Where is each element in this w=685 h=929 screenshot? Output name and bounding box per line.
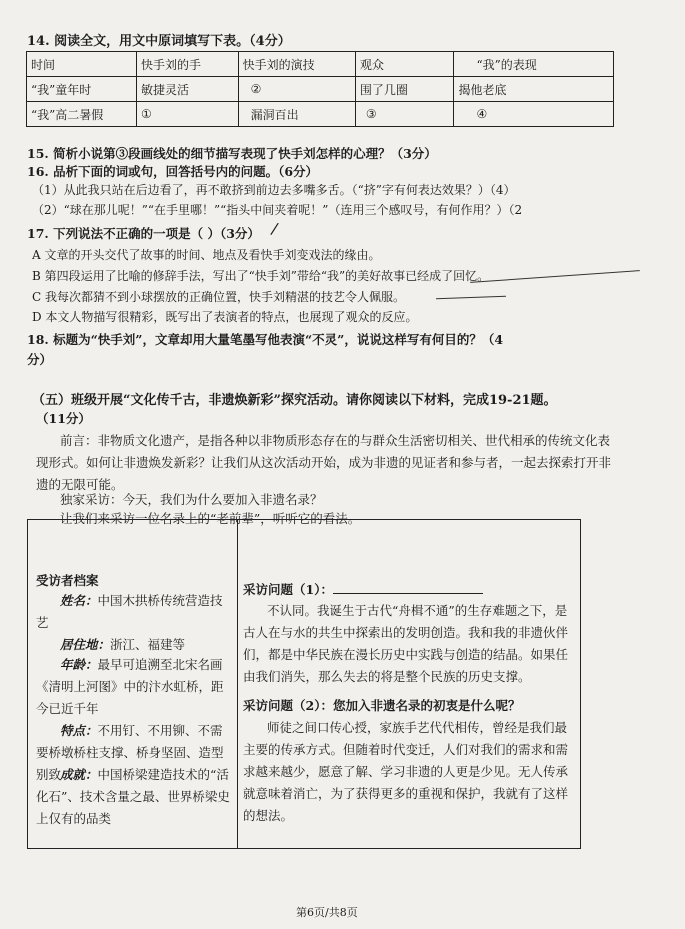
profile-residence xyxy=(36,634,234,656)
profile-age xyxy=(36,654,234,720)
table-header-cell: 观众 xyxy=(355,52,454,77)
q17-option-d: D 本文人物描写很精彩，既写出了表演者的特点，也展现了观众的反应。 xyxy=(32,310,418,324)
preface-paragraph: 前言：非物质文化遗产，是指各种以非物质形态存在的与群众生活密切相关、世代相承的传统文化表现形式。如何让非遗焕发新彩？让我们从这次活动开始，成为非遗的见证者和参与者，一起去探索打开非遗的无限可能。 xyxy=(36,433,612,492)
achievement-label: 成就： xyxy=(60,767,98,782)
table-cell: ③ xyxy=(355,102,454,127)
feature-label: 特点： xyxy=(60,723,98,738)
table-row xyxy=(27,77,614,102)
box-divider xyxy=(237,519,238,849)
table-header-cell: “我”的表现 xyxy=(454,52,614,77)
table-row xyxy=(27,102,614,127)
profile-achievement xyxy=(36,764,234,830)
section5-score: （11分） xyxy=(36,411,91,426)
name-label: 姓名： xyxy=(60,593,98,608)
table-header-cell: 快手刘的演技 xyxy=(238,52,355,77)
q17-option-a: A 文章的开头交代了故事的时间、地点及看快手刘变戏法的缘由。 xyxy=(32,248,381,262)
feature-value: 不用钉、不用铆、不需要桥墩桥柱支撑、桥身坚固、造型别致 xyxy=(36,723,224,782)
interview-question-2: 采访问题（2）：您加入非遗名录的初衷是什么呢？ xyxy=(243,698,521,713)
q14-title: 14. 阅读全文，用文中原词填写下表。（4分） xyxy=(27,34,291,49)
question-1-label: 采访问题（1）： xyxy=(243,582,333,597)
q14-table xyxy=(26,51,614,127)
table-cell: “我”高二暑假 xyxy=(27,102,137,127)
answer-blank xyxy=(333,583,483,594)
residence-label: 居住地： xyxy=(60,637,111,652)
interview-intro: 让我们来采访一位名录上的“老前辈”，听听它的看法。 xyxy=(60,511,361,526)
age-label: 年龄： xyxy=(60,657,98,672)
section5-title: （五）班级开展“文化传千古，非遗焕新彩”探究活动。请你阅读以下材料，完成19-21题。 xyxy=(32,393,557,408)
q16-item1: （1）从此我只站在后边看了，再不敢挤到前边去多嘴多舌。（“挤”字有何表达效果？）（4） xyxy=(32,183,516,197)
table-cell: 敏捷灵活 xyxy=(137,77,239,102)
q16-item2: （2）“球在那儿呢！”“在手里哪！”“指头中间夹着呢！”（连用三个感叹号，有何作用？）（2 xyxy=(32,203,523,217)
table-cell: 漏洞百出 xyxy=(238,102,355,127)
table-cell: ④ xyxy=(454,102,614,127)
q17-option-c: C 我每次都猜不到小球摆放的正确位置，快手刘精湛的技艺令人佩服。 xyxy=(32,290,405,304)
answer-2: 师徒之间口传心授，家族手艺代代相传，曾经是我们最主要的传承方式。但随着时代变迁，人们对我们的需求和需求越来越少，愿意了解、学习非遗的人更是少见。无人传承就意味着消亡，为了获得更多的重视和保护，我就有了这样的想法。 xyxy=(243,720,569,823)
achievement-value: 中国桥梁建造技术的“活化石”、技术含量之最、世界桥梁史上仅有的品类 xyxy=(36,767,230,826)
q17-title: 17. 下列说法不正确的一项是（ ）（3分） xyxy=(27,226,260,241)
table-header-cell: 时间 xyxy=(27,52,137,77)
q15-text: 15. 简析小说第③段画线处的细节描写表现了快手刘怎样的心理？（3分） xyxy=(27,146,437,161)
table-header-row xyxy=(27,52,614,77)
residence-value: 浙江、福建等 xyxy=(110,637,186,652)
page-number: 第6页/共8页 xyxy=(296,906,358,919)
table-header-cell: 快手刘的手 xyxy=(137,52,239,77)
name-value: 中国木拱桥传统营造技艺 xyxy=(36,593,223,630)
q17-option-b: B 第四段运用了比喻的修辞手法，写出了“快手刘”带给“我”的美好故事已经成了回忆。 xyxy=(32,269,490,283)
answer-1: 不认同。我诞生于古代“舟楫不通”的生存难题之下，是古人在与水的共生中探索出的发明创造。我和我的非遗伙伴们，都是中华民族在漫长历史中实践与创造的结晶。如果任由我们消失，那么失去的将是整个民族的历史支撑。 xyxy=(243,603,569,684)
table-cell: “我”童年时 xyxy=(27,77,137,102)
q16-title: 16. 品析下面的词或句，回答括号内的问题。（6分） xyxy=(27,164,319,179)
age-value: 最早可追溯至北宋名画《清明上河图》中的汴水虹桥，距今已近千年 xyxy=(36,657,224,716)
q18-line1: 18. 标题为“快手刘”，文章却用大量笔墨写他表演“不灵”，说说这样写有何目的？（4 xyxy=(27,332,504,347)
table-cell: ② xyxy=(238,77,355,102)
table-cell: ① xyxy=(137,102,239,127)
pen-strikethrough xyxy=(470,270,640,283)
q18-line2: 分） xyxy=(27,352,53,367)
answer-tick-mark: / xyxy=(269,218,280,239)
profile-name xyxy=(36,590,234,634)
interview-intro: 独家采访：今天，我们为什么要加入非遗名录？ xyxy=(60,492,323,507)
table-cell: 围了几圈 xyxy=(355,77,454,102)
table-cell: 揭他老底 xyxy=(454,77,614,102)
pen-strikethrough xyxy=(436,296,506,299)
profile-heading: 受访者档案 xyxy=(36,573,99,588)
interview-question-1 xyxy=(243,580,483,598)
